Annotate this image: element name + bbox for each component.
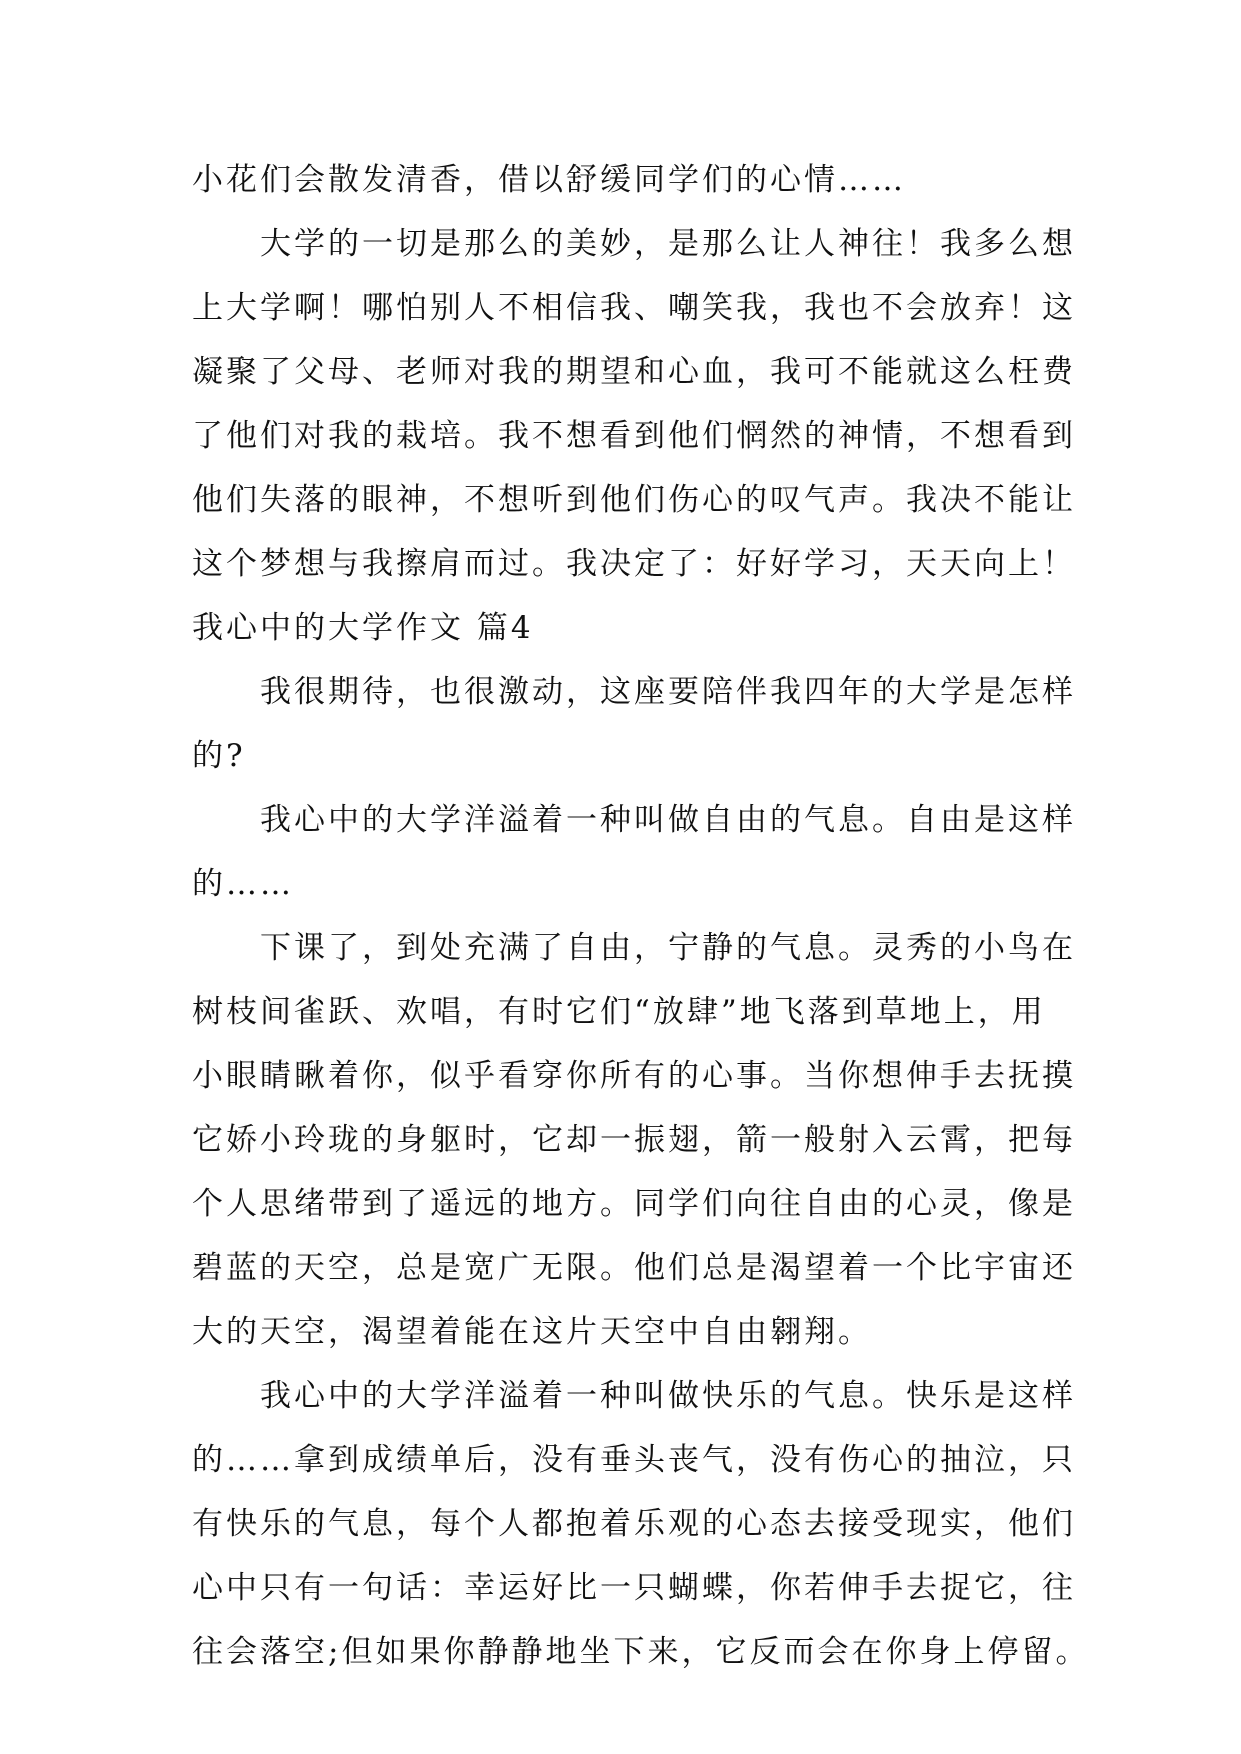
text-line: 往会落空;但如果你静静地坐下来，它反而会在你身上停留。 [192, 1634, 1090, 1670]
text-line: 大的天空，渴望着能在这片天空中自由翱翔。 [192, 1314, 872, 1350]
paragraph-start-line: 我很期待，也很激动，这座要陪伴我四年的大学是怎样 [260, 674, 1076, 710]
text-line: 心中只有一句话：幸运好比一只蝴蝶，你若伸手去捉它，往 [192, 1570, 1076, 1606]
text-line: 有快乐的气息，每个人都抱着乐观的心态去接受现实，他们 [192, 1506, 1076, 1542]
paragraph-start-line: 大学的一切是那么的美妙，是那么让人神往！我多么想 [260, 226, 1076, 262]
text-line: 小花们会散发清香，借以舒缓同学们的心情…… [192, 162, 906, 198]
text-line: 凝聚了父母、老师对我的期望和心血，我可不能就这么枉费 [192, 354, 1076, 390]
paragraph-start-line: 我心中的大学洋溢着一种叫做快乐的气息。快乐是这样 [260, 1378, 1076, 1414]
text-line: 个人思绪带到了遥远的地方。同学们向往自由的心灵，像是 [192, 1186, 1076, 1222]
text-line: 的…… [192, 866, 294, 902]
text-line: 上大学啊！哪怕别人不相信我、嘲笑我，我也不会放弃！这 [192, 290, 1076, 326]
paragraph-start-line: 我心中的大学洋溢着一种叫做自由的气息。自由是这样 [260, 802, 1076, 838]
text-line: 小眼睛瞅着你，似乎看穿你所有的心事。当你想伸手去抚摸 [192, 1058, 1076, 1094]
text-line: 了他们对我的栽培。我不想看到他们惘然的神情，不想看到 [192, 418, 1076, 454]
text-line: 这个梦想与我擦肩而过。我决定了：好好学习，天天向上！ [192, 546, 1076, 582]
paragraph-start-line: 下课了，到处充满了自由，宁静的气息。灵秀的小鸟在 [260, 930, 1076, 966]
text-line: 树枝间雀跃、欢唱，有时它们“放肆”地飞落到草地上，用 [192, 994, 1046, 1030]
text-line: 的? [192, 738, 246, 774]
text-line: 他们失落的眼神，不想听到他们伤心的叹气声。我决不能让 [192, 482, 1076, 518]
text-line: 碧蓝的天空，总是宽广无限。他们总是渴望着一个比宇宙还 [192, 1250, 1076, 1286]
text-line: 的……拿到成绩单后，没有垂头丧气，没有伤心的抽泣，只 [192, 1442, 1076, 1478]
text-line: 它娇小玲珑的身躯时，它却一振翅，箭一般射入云霄，把每 [192, 1122, 1076, 1158]
section-heading: 我心中的大学作文 篇4 [192, 610, 534, 646]
document-page [192, 148, 1090, 1684]
